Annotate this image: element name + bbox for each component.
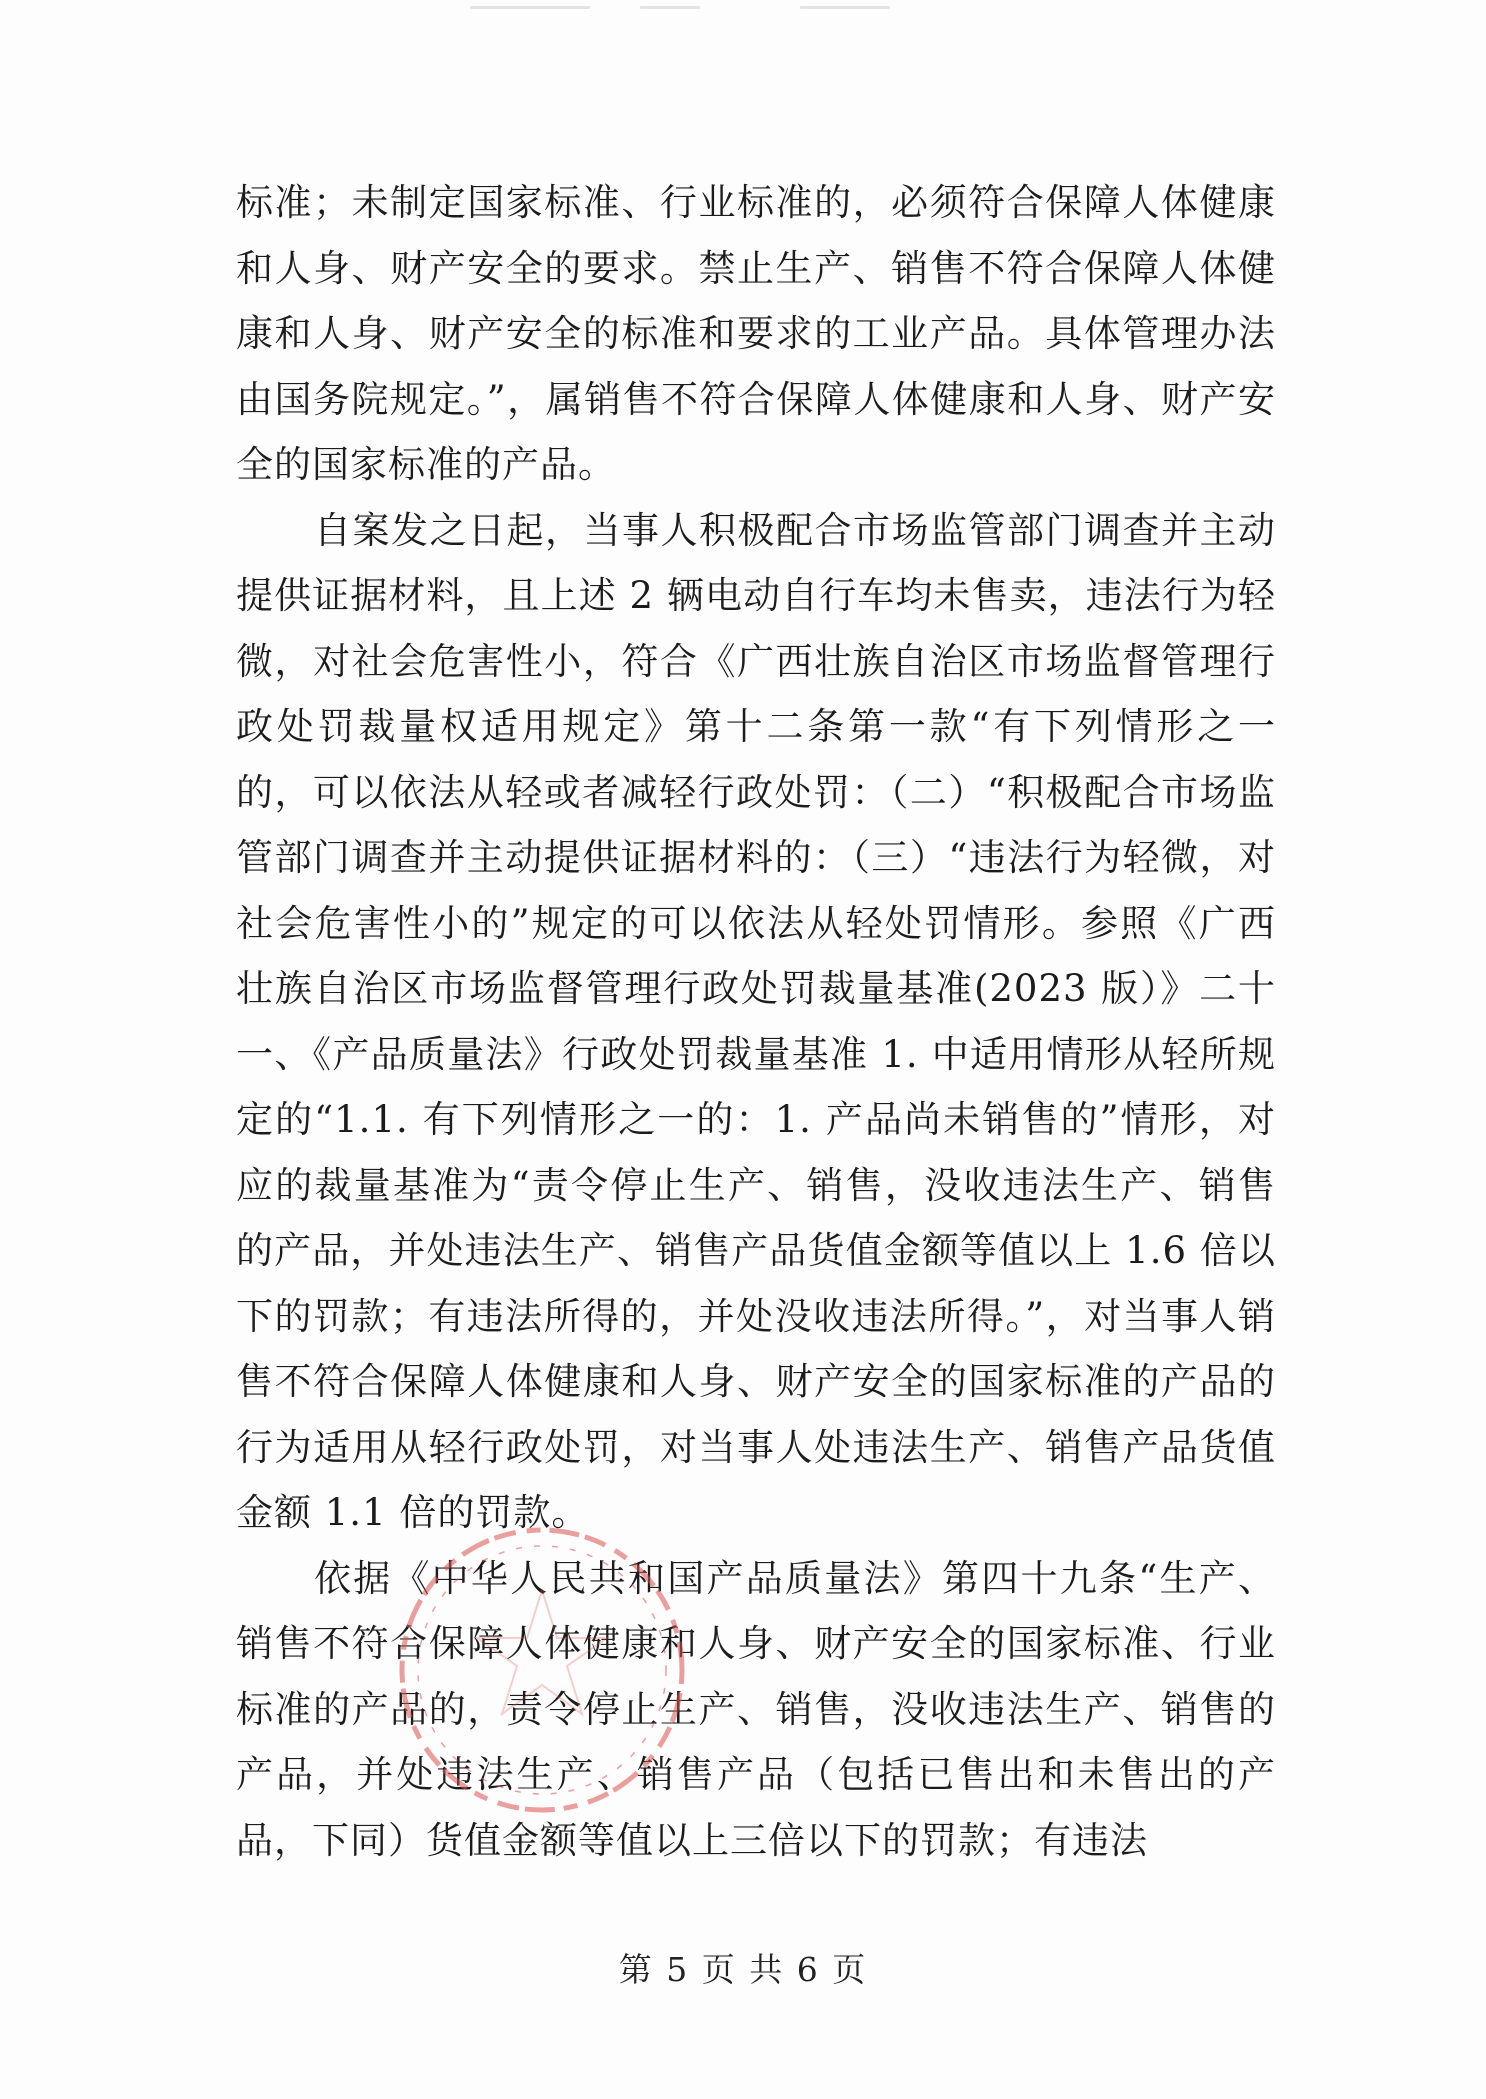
scan-artifact [470,6,590,9]
page-number-footer: 第 5 页 共 6 页 [618,1950,868,1989]
document-body [236,170,1276,1873]
paragraph-mitigating-circumstances: 自案发之日起，当事人积极配合市场监管部门调查并主动提供证据材料，且上述 2 辆电动自行车均未售卖，违法行为轻微，对社会危害性小，符合《广西壮族自治区市场监督管理行政处罚裁量权适用规定》第十二条第一款“有下列情形之一的，可以依法从轻或者减轻行政处罚：（二）“积极配合市场监管部门调查并主动提供证据材料的：（三）“违法行为轻微，对社会危害性小的”规定的可以依法从轻处罚情形。参照《广西壮族自治区市场监督管理行政处罚裁量基准(2023 版）》二十一、《产品质量法》行政处罚裁量基准 1. 中适用情形从轻所规定的“1.1. 有下列情形之一的：1. 产品尚未销售的”情形，对应的裁量基准为“责令停止生产、销售，没收违法生产、销售的产品，并处违法生产、销售产品货值金额等值以上 1.6 倍以下的罚款；有违法所得的，并处没收违法所得。”，对当事人销售不符合保障人体健康和人身、财产安全的国家标准的产品的行为适用从轻行政处罚，对当事人处违法生产、销售产品货值金额 1.1 倍的罚款。 [236,508,1276,1534]
scan-artifact [800,6,890,9]
scan-artifact [640,6,700,9]
paragraph-continued-standard: 标准；未制定国家标准、行业标准的，必须符合保障人体健康和人身、财产安全的要求。禁止生产、销售不符合保障人体健康和人身、财产安全的标准和要求的工业产品。具体管理办法由国务院规定。”，属销售不符合保障人体健康和人身、财产安全的国家标准的产品。 [236,181,1276,486]
paragraph-legal-basis: 依据《中华人民共和国产品质量法》第四十九条“生产、销售不符合保障人体健康和人身、财产安全的国家标准、行业标准的产品的，责令停止生产、销售，没收违法生产、销售的产品，并处违法生产、销售产品（包括已售出和未售出的产品，下同）货值金额等值以上三倍以下的罚款；有违法 [236,1556,1276,1862]
